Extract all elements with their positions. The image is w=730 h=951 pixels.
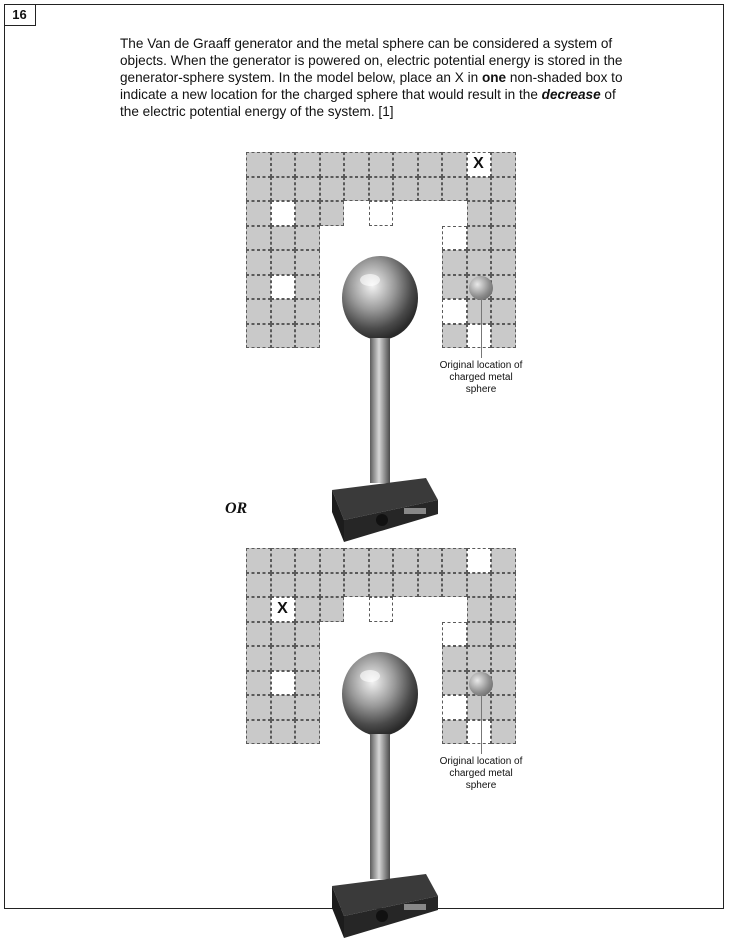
shaded-box	[467, 250, 492, 275]
shaded-box	[295, 622, 320, 647]
open-box[interactable]	[442, 226, 467, 251]
shaded-box	[491, 671, 516, 696]
shaded-box	[491, 201, 516, 226]
shaded-box	[271, 226, 296, 251]
shaded-box	[246, 324, 271, 349]
van-de-graaff-generator	[330, 646, 450, 951]
shaded-box	[320, 177, 345, 202]
open-box[interactable]	[467, 324, 492, 349]
shaded-box	[246, 177, 271, 202]
shaded-box	[271, 622, 296, 647]
charged-sphere	[469, 276, 493, 300]
shaded-box	[491, 597, 516, 622]
x-mark: X	[277, 600, 288, 617]
original-location-caption: Original location of charged metal sphere	[439, 360, 523, 395]
shaded-box	[393, 573, 418, 598]
question-number: 16	[4, 4, 36, 26]
pointer-line	[481, 696, 482, 754]
shaded-box	[344, 548, 369, 573]
shaded-box	[271, 250, 296, 275]
model-panel-1	[246, 152, 523, 477]
open-box[interactable]	[271, 201, 296, 226]
shaded-box	[344, 177, 369, 202]
shaded-box	[246, 646, 271, 671]
shaded-box	[246, 671, 271, 696]
shaded-box	[320, 152, 345, 177]
shaded-box	[491, 622, 516, 647]
shaded-box	[271, 573, 296, 598]
shaded-box	[418, 177, 443, 202]
pointer-line	[481, 300, 482, 358]
shaded-box	[491, 324, 516, 349]
shaded-box	[246, 201, 271, 226]
shaded-box	[271, 152, 296, 177]
original-location-caption: Original location of charged metal sphere	[439, 756, 523, 791]
shaded-box	[369, 152, 394, 177]
shaded-box	[295, 646, 320, 671]
shaded-box	[491, 646, 516, 671]
shaded-box	[491, 695, 516, 720]
shaded-box	[369, 573, 394, 598]
open-box[interactable]	[467, 548, 492, 573]
open-box[interactable]	[369, 597, 394, 622]
shaded-box	[344, 152, 369, 177]
shaded-box	[295, 597, 320, 622]
shaded-box	[320, 201, 345, 226]
shaded-box	[295, 548, 320, 573]
shaded-box	[491, 720, 516, 745]
shaded-box	[295, 226, 320, 251]
shaded-box	[418, 152, 443, 177]
shaded-box	[271, 695, 296, 720]
shaded-box	[271, 548, 296, 573]
open-box[interactable]	[467, 720, 492, 745]
open-box[interactable]	[271, 671, 296, 696]
shaded-box	[246, 250, 271, 275]
shaded-box	[393, 152, 418, 177]
shaded-box	[271, 177, 296, 202]
shaded-box	[369, 177, 394, 202]
shaded-box	[467, 646, 492, 671]
shaded-box	[246, 299, 271, 324]
shaded-box	[246, 226, 271, 251]
shaded-box	[467, 622, 492, 647]
shaded-box	[295, 299, 320, 324]
shaded-box	[320, 597, 345, 622]
shaded-box	[467, 226, 492, 251]
shaded-box	[271, 299, 296, 324]
shaded-box	[320, 573, 345, 598]
shaded-box	[295, 720, 320, 745]
shaded-box	[491, 177, 516, 202]
shaded-box	[369, 548, 394, 573]
shaded-box	[467, 201, 492, 226]
charged-sphere	[469, 672, 493, 696]
shaded-box	[271, 324, 296, 349]
shaded-box	[295, 177, 320, 202]
shaded-box	[491, 226, 516, 251]
shaded-box	[491, 152, 516, 177]
shaded-box	[442, 152, 467, 177]
shaded-box	[295, 152, 320, 177]
shaded-box	[295, 201, 320, 226]
shaded-box	[246, 573, 271, 598]
shaded-box	[467, 695, 492, 720]
or-label: OR	[225, 500, 248, 517]
shaded-box	[246, 695, 271, 720]
shaded-box	[491, 548, 516, 573]
shaded-box	[393, 548, 418, 573]
x-mark: X	[473, 155, 484, 172]
shaded-box	[246, 720, 271, 745]
shaded-box	[320, 548, 345, 573]
shaded-box	[467, 597, 492, 622]
shaded-box	[344, 573, 369, 598]
shaded-box	[491, 573, 516, 598]
shaded-box	[271, 720, 296, 745]
shaded-box	[246, 597, 271, 622]
shaded-box	[442, 573, 467, 598]
shaded-box	[295, 671, 320, 696]
open-box[interactable]	[442, 622, 467, 647]
question-text: The Van de Graaff generator and the metal sphere can be considered a system of objects. When the generator is powered on, electric potential energy is stored in the generator-sphere system. In the model below, place an X in one non-shaded box to indicate a new location for the charged sphere that would result in the decrease of the electric potential energy of the system. [1]	[120, 36, 623, 119]
shaded-box	[418, 573, 443, 598]
van-de-graaff-generator	[330, 250, 450, 555]
model-panel-2	[246, 548, 523, 873]
open-box[interactable]	[369, 201, 394, 226]
shaded-box	[295, 275, 320, 300]
shaded-box	[418, 548, 443, 573]
shaded-box	[246, 275, 271, 300]
shaded-box	[246, 622, 271, 647]
shaded-box	[295, 324, 320, 349]
shaded-box	[442, 177, 467, 202]
shaded-box	[467, 573, 492, 598]
shaded-box	[491, 299, 516, 324]
shaded-box	[246, 152, 271, 177]
shaded-box	[442, 548, 467, 573]
shaded-box	[246, 548, 271, 573]
shaded-box	[295, 250, 320, 275]
shaded-box	[491, 275, 516, 300]
shaded-box	[295, 573, 320, 598]
shaded-box	[271, 646, 296, 671]
shaded-box	[295, 695, 320, 720]
shaded-box	[393, 177, 418, 202]
shaded-box	[491, 250, 516, 275]
shaded-box	[467, 299, 492, 324]
shaded-box	[467, 177, 492, 202]
open-box[interactable]	[271, 275, 296, 300]
